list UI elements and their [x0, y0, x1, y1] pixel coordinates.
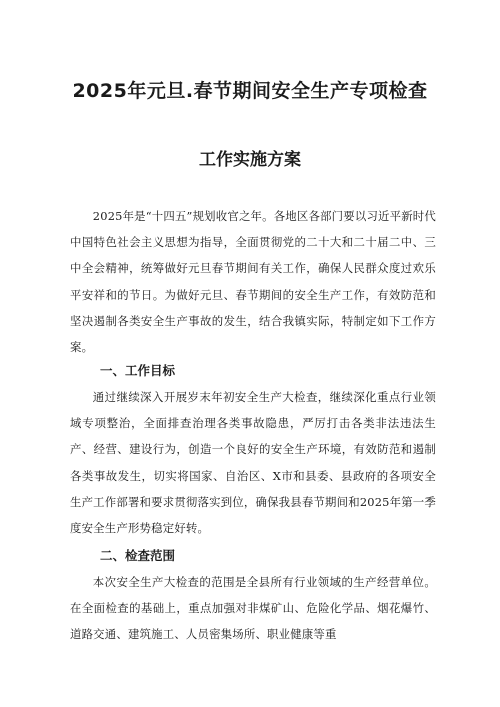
section-heading-scope: 二、检查范围 [100, 548, 176, 563]
section-heading-goals: 一、工作目标 [100, 363, 176, 378]
intro-paragraph: 2025年是“十四五”规划收官之年。各地区各部门要以习近平新时代中国特色社会主义思想为指导，全面贯彻党的二十大和二十届二中、三中全会精神，统筹做好元旦春节期间有关工作，确保人民群众度过欢乐平安祥和的节日。为做好元旦、春节期间的安全生产工作，有效防范和坚决遏制各类安全生产事故的发生，结合我镇实际，特制定如下工作方案。 [70, 209, 436, 355]
section-body-goals: 通过继续深入开展岁末年初安全生产大检查，继续深化重点行业领域专项整治，全面排查治理各类事故隐患，严厉打击各类非法违法生产、经营、建设行为，创造一个良好的安全生产环境，有效防范和遏制各类事故发生，切实将国家、自治区、X市和县委、县政府的各项安全生产工作部署和要求贯彻落实到位，确保我县春节期间和2025年第一季度安全生产形势稳定好转。 [70, 390, 436, 536]
section-body-scope: 本次安全生产大检查的范围是全县所有行业领域的生产经营单位。在全面检查的基础上，重点加强对非煤矿山、危险化学品、烟花爆竹、道路交通、建筑施工、人员密集场所、职业健康等重 [70, 575, 436, 642]
document-title-line2: 工作实施方案 [199, 150, 301, 170]
document-title-line1: 2025年元旦.春节期间安全生产专项检查 [72, 80, 428, 102]
